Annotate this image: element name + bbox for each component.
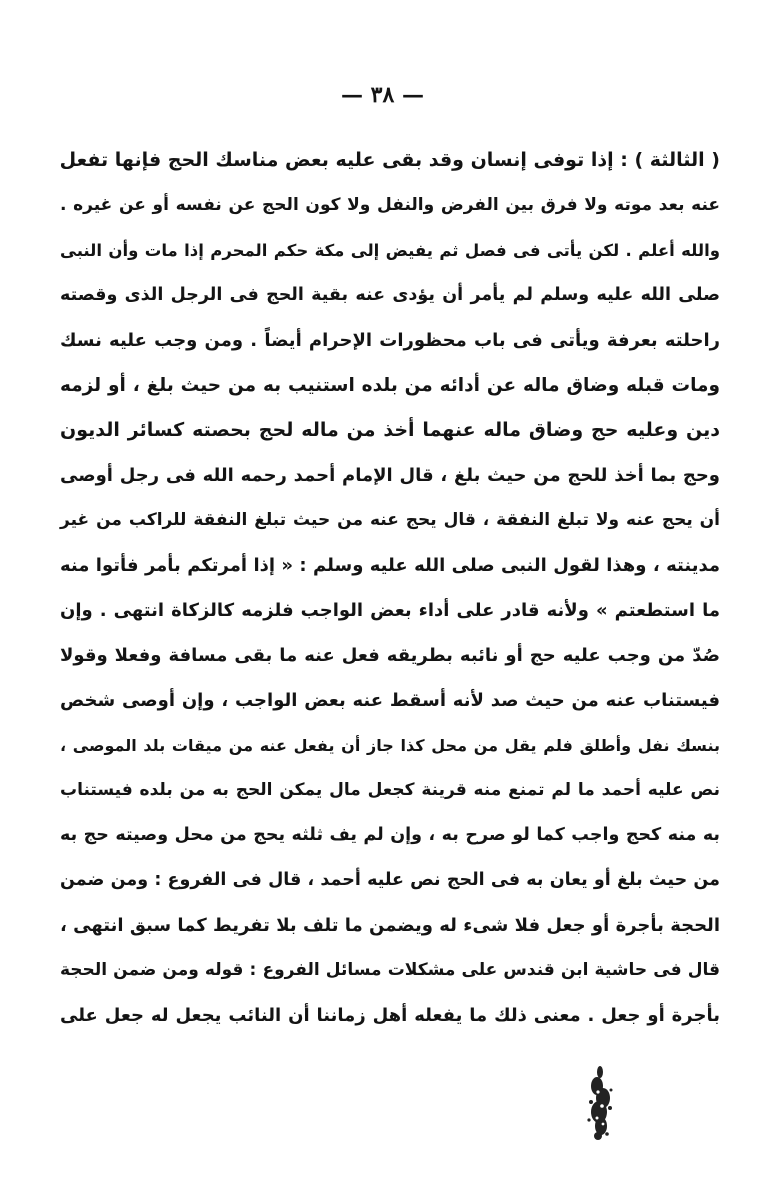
text-line: بنسك نفل وأطلق فلم يقل من محل كذا جاز أن يفعل عنه من ميقات بلد الموصى ، (60, 736, 720, 755)
text-line: عنه بعد موته ولا فرق بين الفرض والنفل ولا كون الحج عن نفسه أو عن غيره . (60, 195, 720, 215)
text-line: من حيث بلغ أو يعان به فى الحج نص عليه أحمد ، قال فى الفروع : ومن ضمن (60, 870, 720, 890)
text-line: قال فى حاشية ابن قندس على مشكلات مسائل الفروع : قوله ومن ضمن الحجة (60, 960, 720, 980)
body-text (60, 138, 720, 1038)
text-line: نص عليه أحمد ما لم تمنع منه قرينة كجعل مال يمكن الحج به من بلده فيستناب (60, 780, 720, 800)
text-line: ومات قبله وضاق ماله عن أدائه من بلده استنيب به من حيث بلغ ، أو لزمه (60, 375, 720, 396)
text-line: راحلته بعرفة ويأتى فى باب محظورات الإحرام أيضاً . ومن وجب عليه نسك (60, 330, 720, 351)
text-line: دين وعليه حج وضاق ماله عنهما أخذ من ماله لحج بحصته كسائر الديون (60, 419, 720, 441)
text-line: فيستناب عنه من حيث صد لأنه أسقط عنه بعض الواجب ، وإن أوصى شخص (60, 690, 720, 711)
text-line: بأجرة أو جعل . معنى ذلك ما يفعله أهل زماننا أن النائب يجعل له جعل على (60, 1005, 720, 1026)
text-line: أن يحج عنه ولا تبلغ النفقة ، قال يحج عنه من حيث تبلغ النفقة للراكب من غير (60, 510, 720, 530)
text-line: والله أعلم . لكن يأتى فى فصل ثم يفيض إلى مكة حكم المحرم إذا مات وأن النبى (60, 241, 720, 260)
page-number: — ٣٨ — (341, 82, 424, 108)
text-line: الحجة بأجرة أو جعل فلا شىء له ويضمن ما تلف بلا تفريط كما سبق انتهى ، (60, 915, 720, 936)
text-line: ما استطعتم » ولأنه قادر على أداء بعض الواجب فلزمه كالزكاة انتهى . وإن (60, 600, 720, 621)
text-line: ( الثالثة ) : إذا توفى إنسان وقد بقى عليه بعض مناسك الحج فإنها تفعل (59, 149, 720, 171)
text-line: به منه كحج واجب كما لو صرح به ، وإن لم يف ثلثه يحج من محل وصيته حج به (60, 825, 720, 845)
text-line: صُدّ من وجب عليه حج أو نائبه بطريقه فعل عنه ما بقى مسافة وفعلا وقولا (60, 645, 720, 666)
text-line: وحج بما أخذ للحج من حيث بلغ ، قال الإمام أحمد رحمه الله فى رجل أوصى (60, 465, 720, 486)
text-line: صلى الله عليه وسلم لم يأمر أن يؤدى عنه بقية الحج فى الرجل الذى وقصته (60, 285, 720, 305)
ink-stamp-mark (583, 1062, 617, 1142)
text-line: مدينته ، وهذا لقول النبى صلى الله عليه وسلم : « إذا أمرتكم بأمر فأتوا منه (60, 555, 720, 576)
